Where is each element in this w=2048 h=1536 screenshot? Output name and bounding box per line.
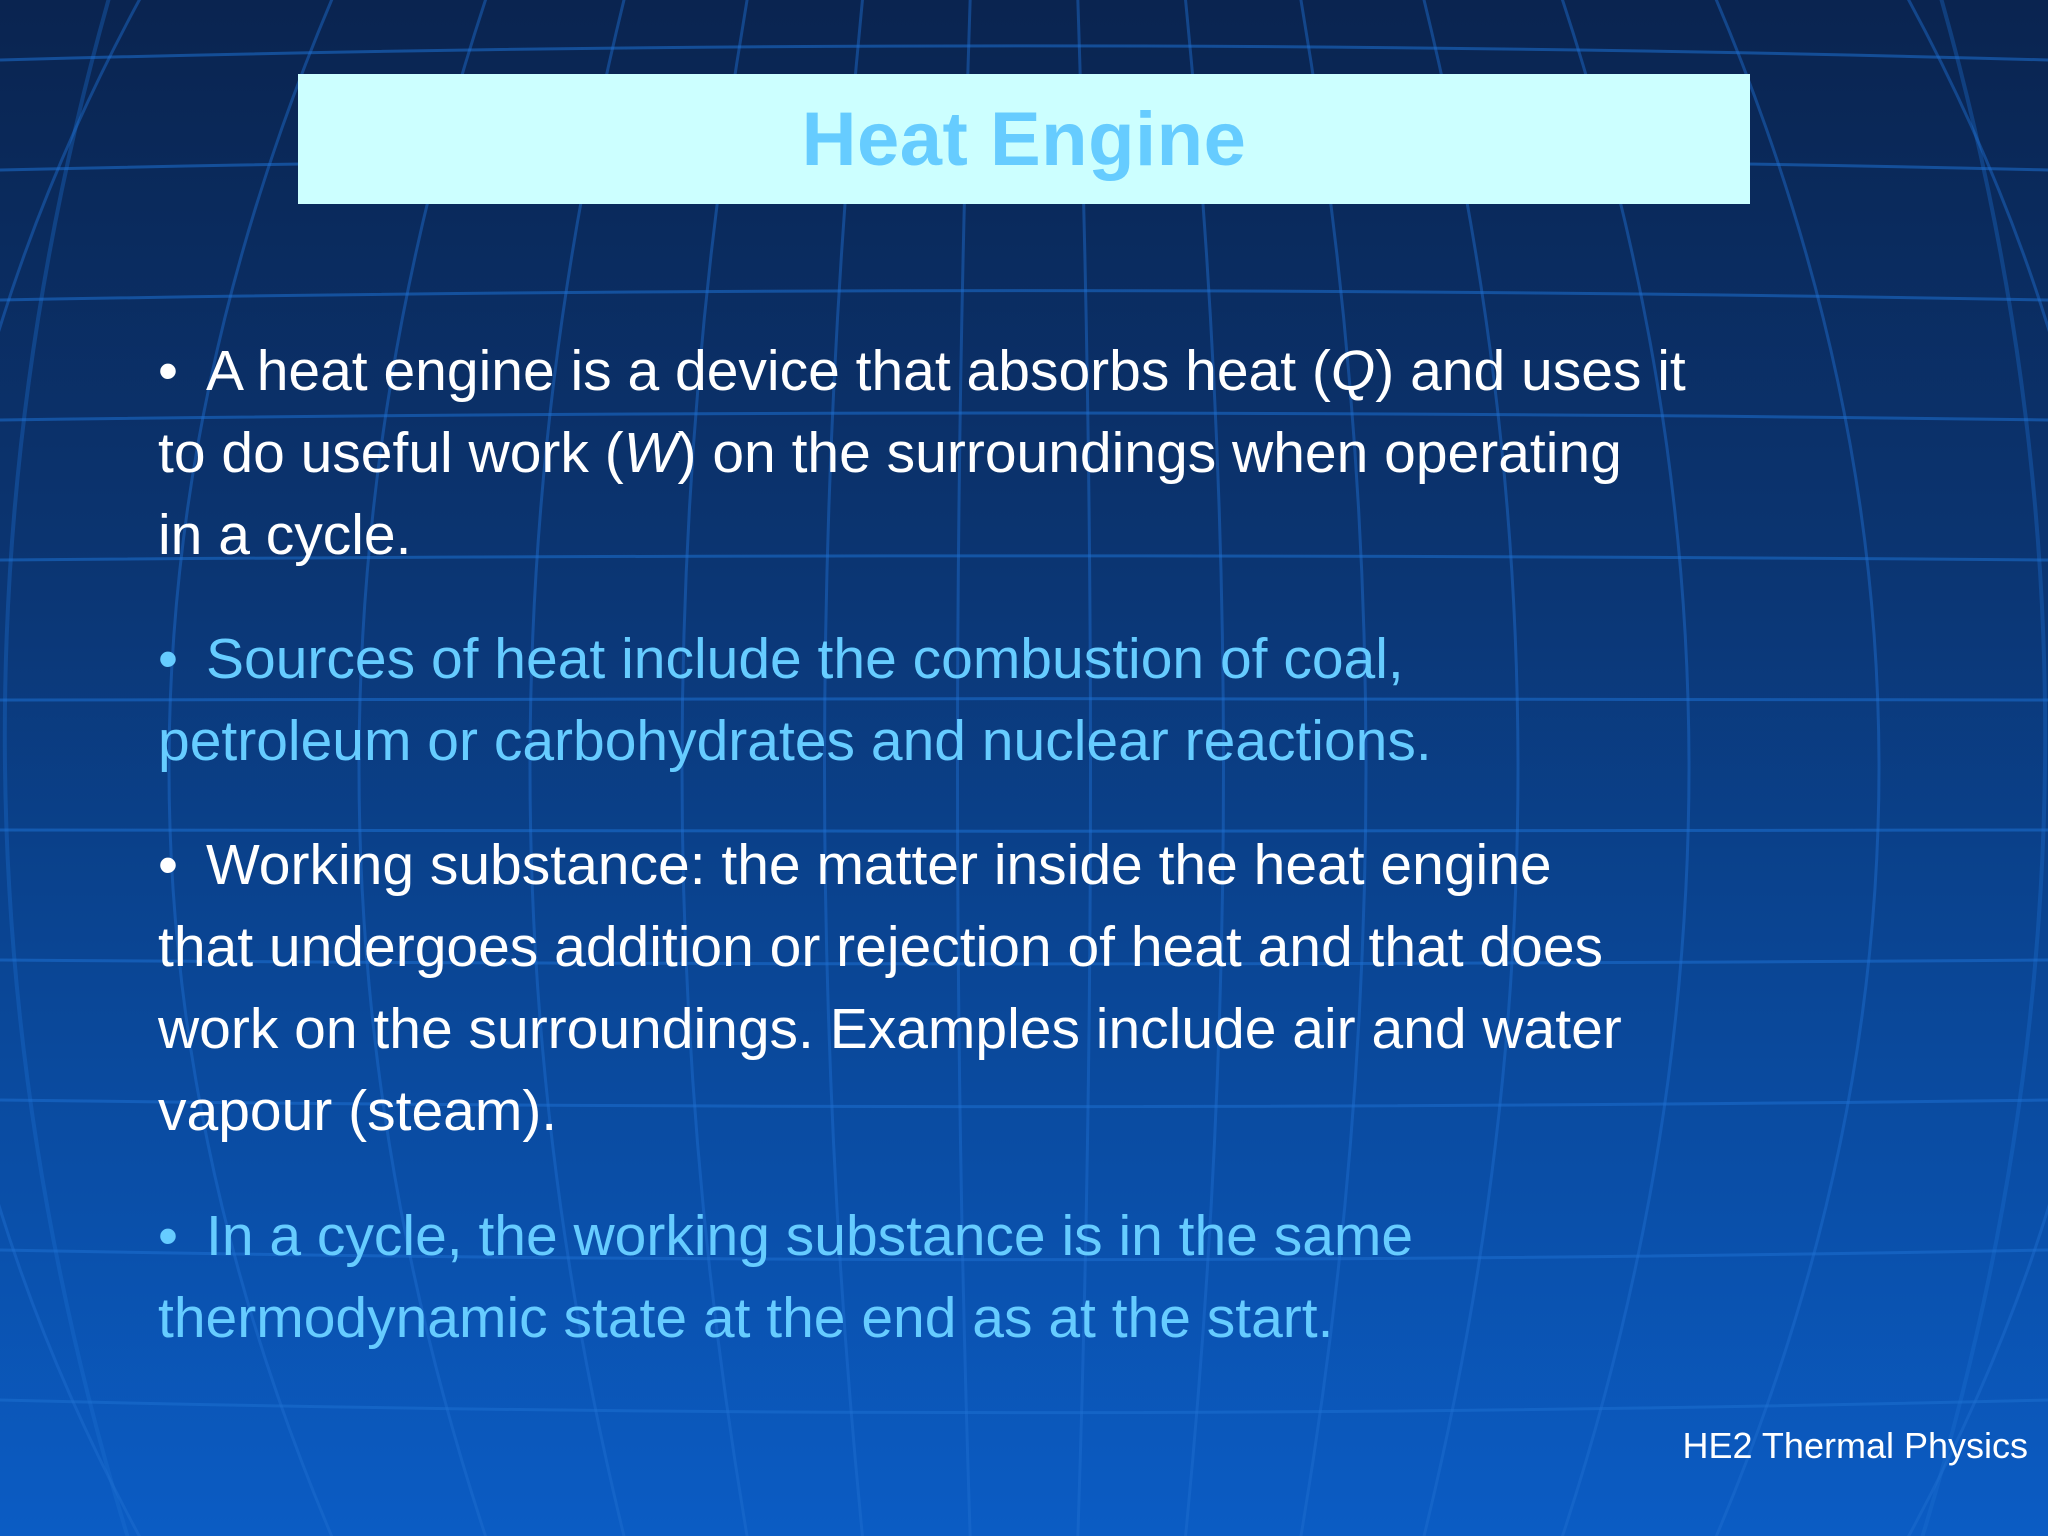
bullet-line (158, 833, 1552, 897)
text-run: Working substance: the matter inside the heat engine (206, 833, 1552, 897)
grid-longitude-line (1699, 0, 1879, 1536)
bullet-dot: • (158, 1204, 178, 1268)
text-run: in a cycle. (158, 503, 412, 567)
bullet-line (158, 503, 411, 567)
globe-edge-arc (5, 0, 140, 1536)
footer-course-label: HE2 Thermal Physics (1682, 1425, 2028, 1466)
text-run: A heat engine is a device that absorbs heat ( (206, 339, 1331, 403)
slide-title: Heat Engine (801, 96, 1247, 182)
bullet-dot: • (158, 339, 178, 403)
bullet-dot: • (158, 627, 178, 691)
italic-symbol: W (623, 421, 678, 485)
text-run: that undergoes addition or rejection of heat and that does (158, 915, 1604, 979)
bullet-line (158, 1286, 1333, 1350)
text-run: Sources of heat include the combustion of coal, (206, 627, 1404, 691)
bullet-working-substance (158, 824, 1622, 1152)
bullet-line (158, 997, 1622, 1061)
bullet-line (158, 339, 1686, 403)
text-run: to do useful work ( (158, 421, 624, 485)
text-run: vapour (steam). (158, 1079, 558, 1143)
bullet-line (158, 1204, 1413, 1268)
text-run: thermodynamic state at the end as at the start. (158, 1286, 1334, 1350)
grid-longitude-line (1887, 0, 2048, 1536)
bullet-line (158, 627, 1404, 691)
grid-longitude-line (1549, 0, 1689, 1536)
grid-latitude-line (0, 1400, 2048, 1413)
bullet-heat-sources (158, 618, 1432, 782)
grid-latitude-line (0, 291, 2048, 300)
text-run: work on the surroundings. Examples include air and water (158, 997, 1622, 1061)
bullet-dot: • (158, 833, 178, 897)
text-run: petroleum or carbohydrates and nuclear reactions. (158, 709, 1432, 773)
globe-edge-arc (1910, 0, 2045, 1536)
bullet-cycle-definition (158, 1195, 1413, 1359)
bullet-heat-engine-definition (158, 330, 1686, 576)
text-run: ) on the surroundings when operating (677, 421, 1622, 485)
text-run: ) and uses it (1375, 339, 1686, 403)
bullet-line (158, 709, 1432, 773)
text-run: In a cycle, the working substance is in the same (206, 1204, 1414, 1268)
bullet-line (158, 915, 1603, 979)
bullet-line (158, 421, 1622, 485)
italic-symbol: Q (1330, 339, 1376, 403)
grid-longitude-line (0, 0, 162, 1536)
bullet-line (158, 1079, 557, 1143)
title-banner (298, 74, 1750, 204)
